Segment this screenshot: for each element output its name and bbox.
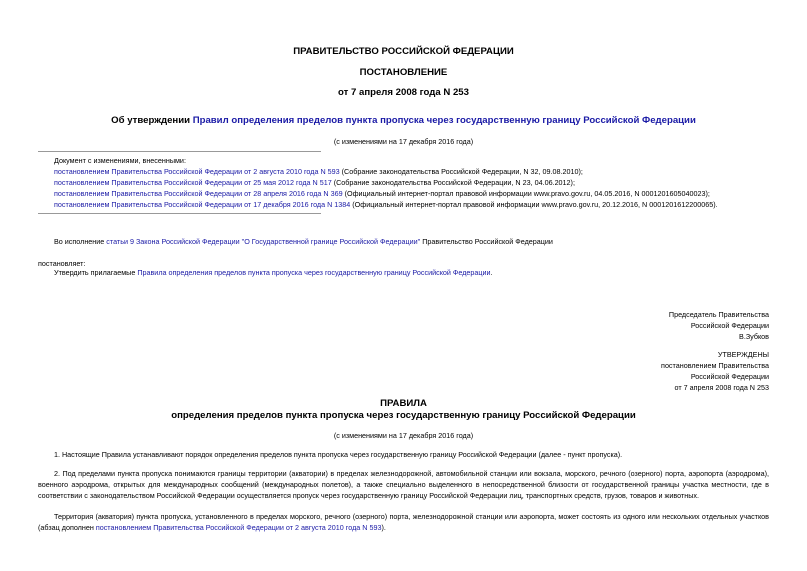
rules-paragraph-1: 1. Настоящие Правила устанавливают порядок определения пределов пункта пропуска через государственную границу Российской Федерации (далее - пункт пропуска).: [54, 450, 623, 459]
changes-heading: Документ с изменениями, внесенными:: [54, 156, 186, 165]
decides-word: постановляет:: [38, 259, 86, 268]
approve-clause: [54, 268, 493, 277]
change-item: [54, 178, 575, 187]
change-source: (Официальный интернет-портал правовой информации www.pravo.gov.ru, 04.05.2016, N 0001201605040023);: [342, 189, 710, 198]
rules-title: ПРАВИЛА: [380, 398, 427, 409]
change-link[interactable]: постановлением Правительства Российской Федерации от 28 апреля 2016 года N 369: [54, 189, 343, 198]
preamble-suffix: Правительство Российской Федерации: [420, 237, 553, 246]
change-source: (Собрание законодательства Российской Федерации, N 32, 09.08.2010);: [339, 167, 583, 176]
change-link[interactable]: постановлением Правительства Российской Федерации от 2 августа 2010 года N 593: [54, 167, 340, 176]
approve-suffix: .: [490, 268, 493, 277]
law-article-link[interactable]: статьи 9 Закона Российской Федерации "О Государственной границе Российской Федерации": [106, 237, 421, 246]
paragraph-3-text: Территория (акватория) пункта пропуска, установленного в пределах морского, речного (озерного) порта, железнодорожной станции или аэропорта, может состоять из одного или нескольких отдельных участков (абзац дополнен: [38, 512, 769, 532]
approved-country: Российской Федерации: [690, 372, 769, 381]
rules-paragraph-2: 2. Под пределами пункта пропуска понимаются границы территории (акватории) в пределах железнодорожной, автомобильной станции или вокзала, морского, речного (озерного) порта, аэропорта (аэродрома), военного аэродрома, открытых для международных сообщений (международных полетов), а также специально выделенного в непосредственной близости от государственной границы участка местности, где в соответствии с законодательством Российской Федерации осуществляется пропуск через государственную границу Российской Федерации лиц, транспортных средств, грузов, товаров и животных.: [38, 469, 769, 500]
paragraph-3-end: ).: [381, 522, 386, 532]
rules-paragraph-3: [38, 512, 769, 534]
changes-top-divider: [38, 151, 321, 152]
amended-note: (с изменениями на 17 декабря 2016 года): [333, 137, 474, 146]
change-source: (Официальный интернет-портал правовой информации www.pravo.gov.ru, 20.12.2016, N 0001201612200065).: [350, 200, 718, 209]
amendment-link[interactable]: постановлением Правительства Российской Федерации от 2 августа 2010 года N 593: [95, 522, 382, 532]
change-link[interactable]: постановлением Правительства Российской Федерации от 25 мая 2012 года N 517: [54, 178, 332, 187]
approved-label: УТВЕРЖДЕНЫ: [717, 350, 769, 359]
change-link[interactable]: постановлением Правительства Российской Федерации от 17 декабря 2016 года N 1384: [54, 200, 351, 209]
document-type: ПОСТАНОВЛЕНИЕ: [359, 67, 448, 78]
preamble-prefix: Во исполнение: [54, 237, 107, 246]
approve-prefix: Утвердить прилагаемые: [54, 268, 138, 277]
document-title: [0, 115, 807, 126]
change-source: (Собрание законодательства Российской Федерации, N 23, 04.06.2012);: [331, 178, 575, 187]
changes-bottom-divider: [38, 213, 321, 214]
signature-name: В.Зубков: [739, 332, 769, 341]
preamble: [54, 237, 553, 246]
government-heading: ПРАВИТЕЛЬСТВО РОССИЙСКОЙ ФЕДЕРАЦИИ: [293, 46, 514, 57]
title-link[interactable]: Правил определения пределов пункта пропуска через государственную границу Российской Федерации: [192, 115, 696, 126]
approved-by: постановлением Правительства: [661, 361, 769, 370]
signature-position: Председатель Правительства: [668, 310, 769, 319]
change-item: [54, 200, 718, 209]
title-prefix: Об утверждении: [111, 115, 193, 126]
signature-country: Российской Федерации: [690, 321, 769, 330]
approved-date: от 7 апреля 2008 года N 253: [674, 383, 769, 392]
change-item: [54, 189, 710, 198]
rules-link[interactable]: Правила определения пределов пункта пропуска через государственную границу Российской Федерации: [137, 268, 491, 277]
change-item: [54, 167, 583, 176]
rules-subtitle: определения пределов пункта пропуска через государственную границу Российской Федерации: [171, 410, 636, 421]
rules-amended-note: (с изменениями на 17 декабря 2016 года): [333, 431, 474, 440]
document-date-number: от 7 апреля 2008 года N 253: [338, 87, 469, 98]
